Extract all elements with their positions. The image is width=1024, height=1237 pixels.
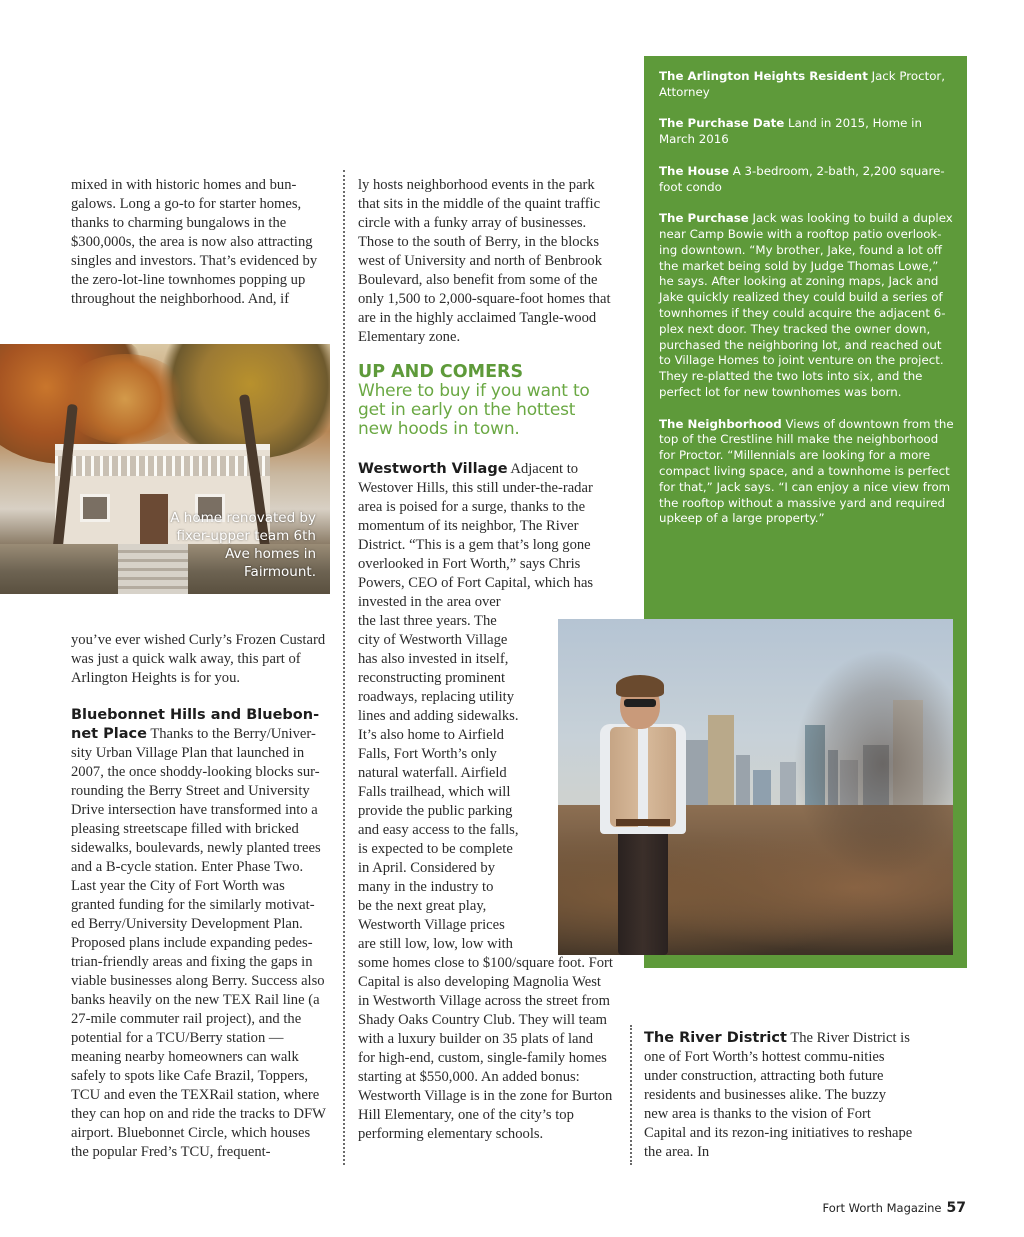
text-line: invested in the area over bbox=[358, 594, 501, 610]
text-line: reconstructing prominent bbox=[358, 670, 506, 686]
up-and-comers-heading bbox=[358, 362, 613, 439]
text-line: be the next great play, bbox=[358, 898, 487, 914]
sidebar-house bbox=[659, 164, 955, 196]
text-line: city of Westworth Village bbox=[358, 632, 508, 648]
column-rule bbox=[630, 1025, 632, 1165]
photo-building bbox=[708, 715, 734, 810]
photo-person-shirt-front bbox=[638, 727, 648, 827]
text-line: and easy access to the falls, bbox=[358, 822, 519, 838]
column-rule bbox=[343, 170, 345, 1165]
col1-top-paragraph: mixed in with historic homes and bun-galows. Long a go-to for starter homes, thanks to charming bungalows in the $300,000s, the area is now also attracting singles and investors. That’s evidenced by the zero-lot-line townhomes popping up throughout the neighborhood. And, if bbox=[71, 177, 318, 307]
photo-tree bbox=[793, 649, 953, 879]
sidebar-value: Land in 2015, Home in March 2016 bbox=[659, 116, 922, 147]
sidebar-value: Jack was looking to build a duplex near Camp Bowie with a rooftop patio overlook-ing downtown. “My brother, Jake, found a lot off the market being sold by Judge Thomas Lowe,” he says. After looking at zoning maps, Jack and Jake quickly realized they could build a series of townhomes if they could acquire the adjacent 6-plex next door. They tracked the owner down, purchased the neighboring lot, and reached out to Village Homes to joint venture on the project. They re-platted the two lots into six, and the perfect lot for new townhomes was born. bbox=[659, 211, 953, 399]
westworth-section bbox=[358, 460, 613, 593]
text-line: roadways, replacing utility bbox=[358, 689, 515, 705]
text-line: many in the industry to bbox=[358, 879, 494, 895]
text-line: has also invested in itself, bbox=[358, 651, 509, 667]
bluebonnet-body: Thanks to the Berry/Univer-sity Urban Village Plan that launched in 2007, the once shoddy-looking blocks sur-rounding the Berry Street and University Drive intersection have transformed into a pleasing streetscape filled with bricked sidewalks, boulevards, newly planted trees and a B-cycle station. Enter Phase Two. Last year the City of Fort Worth was granted funding for the similarly motivat-ed Berry/University Development Plan. Proposed plans include expanding pedes-trian-friendly areas and fixing the gaps in viable businesses along Berry. Success also banks heavily on the new TEX Rail line (a 27-mile commuter rail project), and the potential for a TCU/Berry station — meaning nearby homeowners can walk safely to spots like Cafe Brazil, Toppers, TCU and even the TEXRail station, where they can hop on and ride the tracks to DFW airport. Bluebonnet Circle, which houses the popular Fred’s TCU, frequent- bbox=[71, 726, 326, 1160]
sidebar-value: A 3-bedroom, 2-bath, 2,200 square-foot condo bbox=[659, 163, 945, 194]
sidebar-label: The Neighborhood bbox=[659, 416, 782, 431]
section-dek: Where to buy if you want to get in early on the hottest new hoods in town. bbox=[358, 381, 590, 439]
text-line: the last three years. The bbox=[358, 613, 497, 629]
westworth-lead: Adjacent to Westover Hills, this still under-the-radar area is poised for a surge, thanks to the momentum of its neighbor, The River District. “This is a gem that’s long gone overlooked in Fort Worth,” says Chris Powers, CEO of Fort Capital, which has bbox=[358, 461, 594, 591]
photo-person-sunglasses bbox=[624, 699, 656, 707]
westworth-narrow-text bbox=[358, 593, 554, 954]
photo-window bbox=[80, 494, 110, 522]
text-line: Falls trailhead, which will bbox=[358, 784, 511, 800]
section-title: UP AND COMERS bbox=[358, 362, 524, 382]
resident-photo bbox=[558, 619, 953, 955]
photo-person-legs bbox=[618, 824, 668, 955]
river-district-subhead: The River District bbox=[644, 1030, 787, 1046]
sidebar-value: Jack Proctor, Attorney bbox=[659, 69, 946, 99]
photo-caption: A home renovated by fixer-upper team 6th Ave homes in Fairmount. bbox=[170, 510, 316, 580]
river-district-section bbox=[644, 1029, 914, 1162]
col1-continue-paragraph: you’ve ever wished Curly’s Frozen Custard was just a quick walk away, this part of Arlington Heights is for you. bbox=[71, 632, 326, 686]
text-line: in April. Considered by bbox=[358, 860, 496, 876]
sidebar-label: The Purchase Date bbox=[659, 116, 785, 131]
text-line: provide the public parking bbox=[358, 803, 513, 819]
photo-tree bbox=[60, 354, 190, 444]
house-photo bbox=[0, 344, 330, 594]
text-line: natural waterfall. Airfield bbox=[358, 765, 507, 781]
sidebar-label: The House bbox=[659, 163, 729, 178]
col2-top-paragraph: ly hosts neighborhood events in the park that sits in the middle of the quaint traffic circle with a funky array of businesses. Those to the south of Berry, in the blocks west of University and north of Benbrook Boulevard, also benefit from some of the only 1,500 to 2,000-square-foot homes that are in the highly acclaimed Tangle-wood Elementary zone. bbox=[358, 177, 611, 345]
bluebonnet-section bbox=[71, 706, 328, 1162]
page-number: 57 bbox=[946, 1200, 966, 1216]
westworth-subhead: Westworth Village bbox=[358, 461, 508, 477]
sidebar-label: The Arlington Heights Resident bbox=[659, 69, 868, 83]
text-line: It’s also home to Airfield bbox=[358, 727, 504, 743]
magazine-name: Fort Worth Magazine bbox=[822, 1201, 942, 1215]
photo-building bbox=[686, 740, 708, 810]
river-district-body: The River District is one of Fort Worth’s hottest commu-nities under construction, attracting both future residents and businesses alike. The buzzy new area is thanks to the vision of Fort Capital and its rezon-ing initiatives to reshape the area. In bbox=[644, 1030, 913, 1160]
sidebar-text bbox=[659, 69, 955, 543]
photo-building bbox=[753, 770, 771, 810]
sidebar-date bbox=[659, 116, 955, 148]
sidebar-resident bbox=[659, 69, 955, 101]
photo-porch-rail bbox=[55, 456, 270, 476]
photo-person-belt bbox=[616, 819, 670, 826]
text-line: are still low, low, low with bbox=[358, 936, 513, 952]
bluebonnet-subhead: Bluebonnet Hills and Bluebon-net Place bbox=[71, 707, 320, 742]
sidebar-label: The Purchase bbox=[659, 211, 749, 226]
sidebar-purchase bbox=[659, 211, 955, 401]
text-line: Westworth Village prices bbox=[358, 917, 505, 933]
sidebar-value: Views of downtown from the top of the Crestline hill make the neighborhood for Proctor. “Millennials are looking for a more compact living space, and a townhome is perfect for that,” Jack says. “I can enjoy a nice view from the rooftop without a massive yard and required upkeep of a large property.” bbox=[659, 416, 954, 526]
page-footer bbox=[823, 1197, 966, 1216]
photo-building bbox=[736, 755, 750, 810]
sidebar-neighborhood bbox=[659, 417, 955, 528]
text-line: is expected to be complete bbox=[358, 841, 513, 857]
photo-person-hair bbox=[616, 675, 664, 697]
col2-bottom-paragraph: some homes close to $100/square foot. Fort Capital is also developing Magnolia West in Westworth Village across the street from Shady Oaks Country Club. They will team with a luxury builder on 35 plats of land for high-end, custom, single-family homes starting at $550,000. An added bonus: Westworth Village is in the zone for Burton Hill Elementary, one of the city’s top performing elementary schools. bbox=[358, 955, 613, 1142]
text-line: lines and adding sidewalks. bbox=[358, 708, 519, 724]
text-line: Falls, Fort Worth’s only bbox=[358, 746, 497, 762]
